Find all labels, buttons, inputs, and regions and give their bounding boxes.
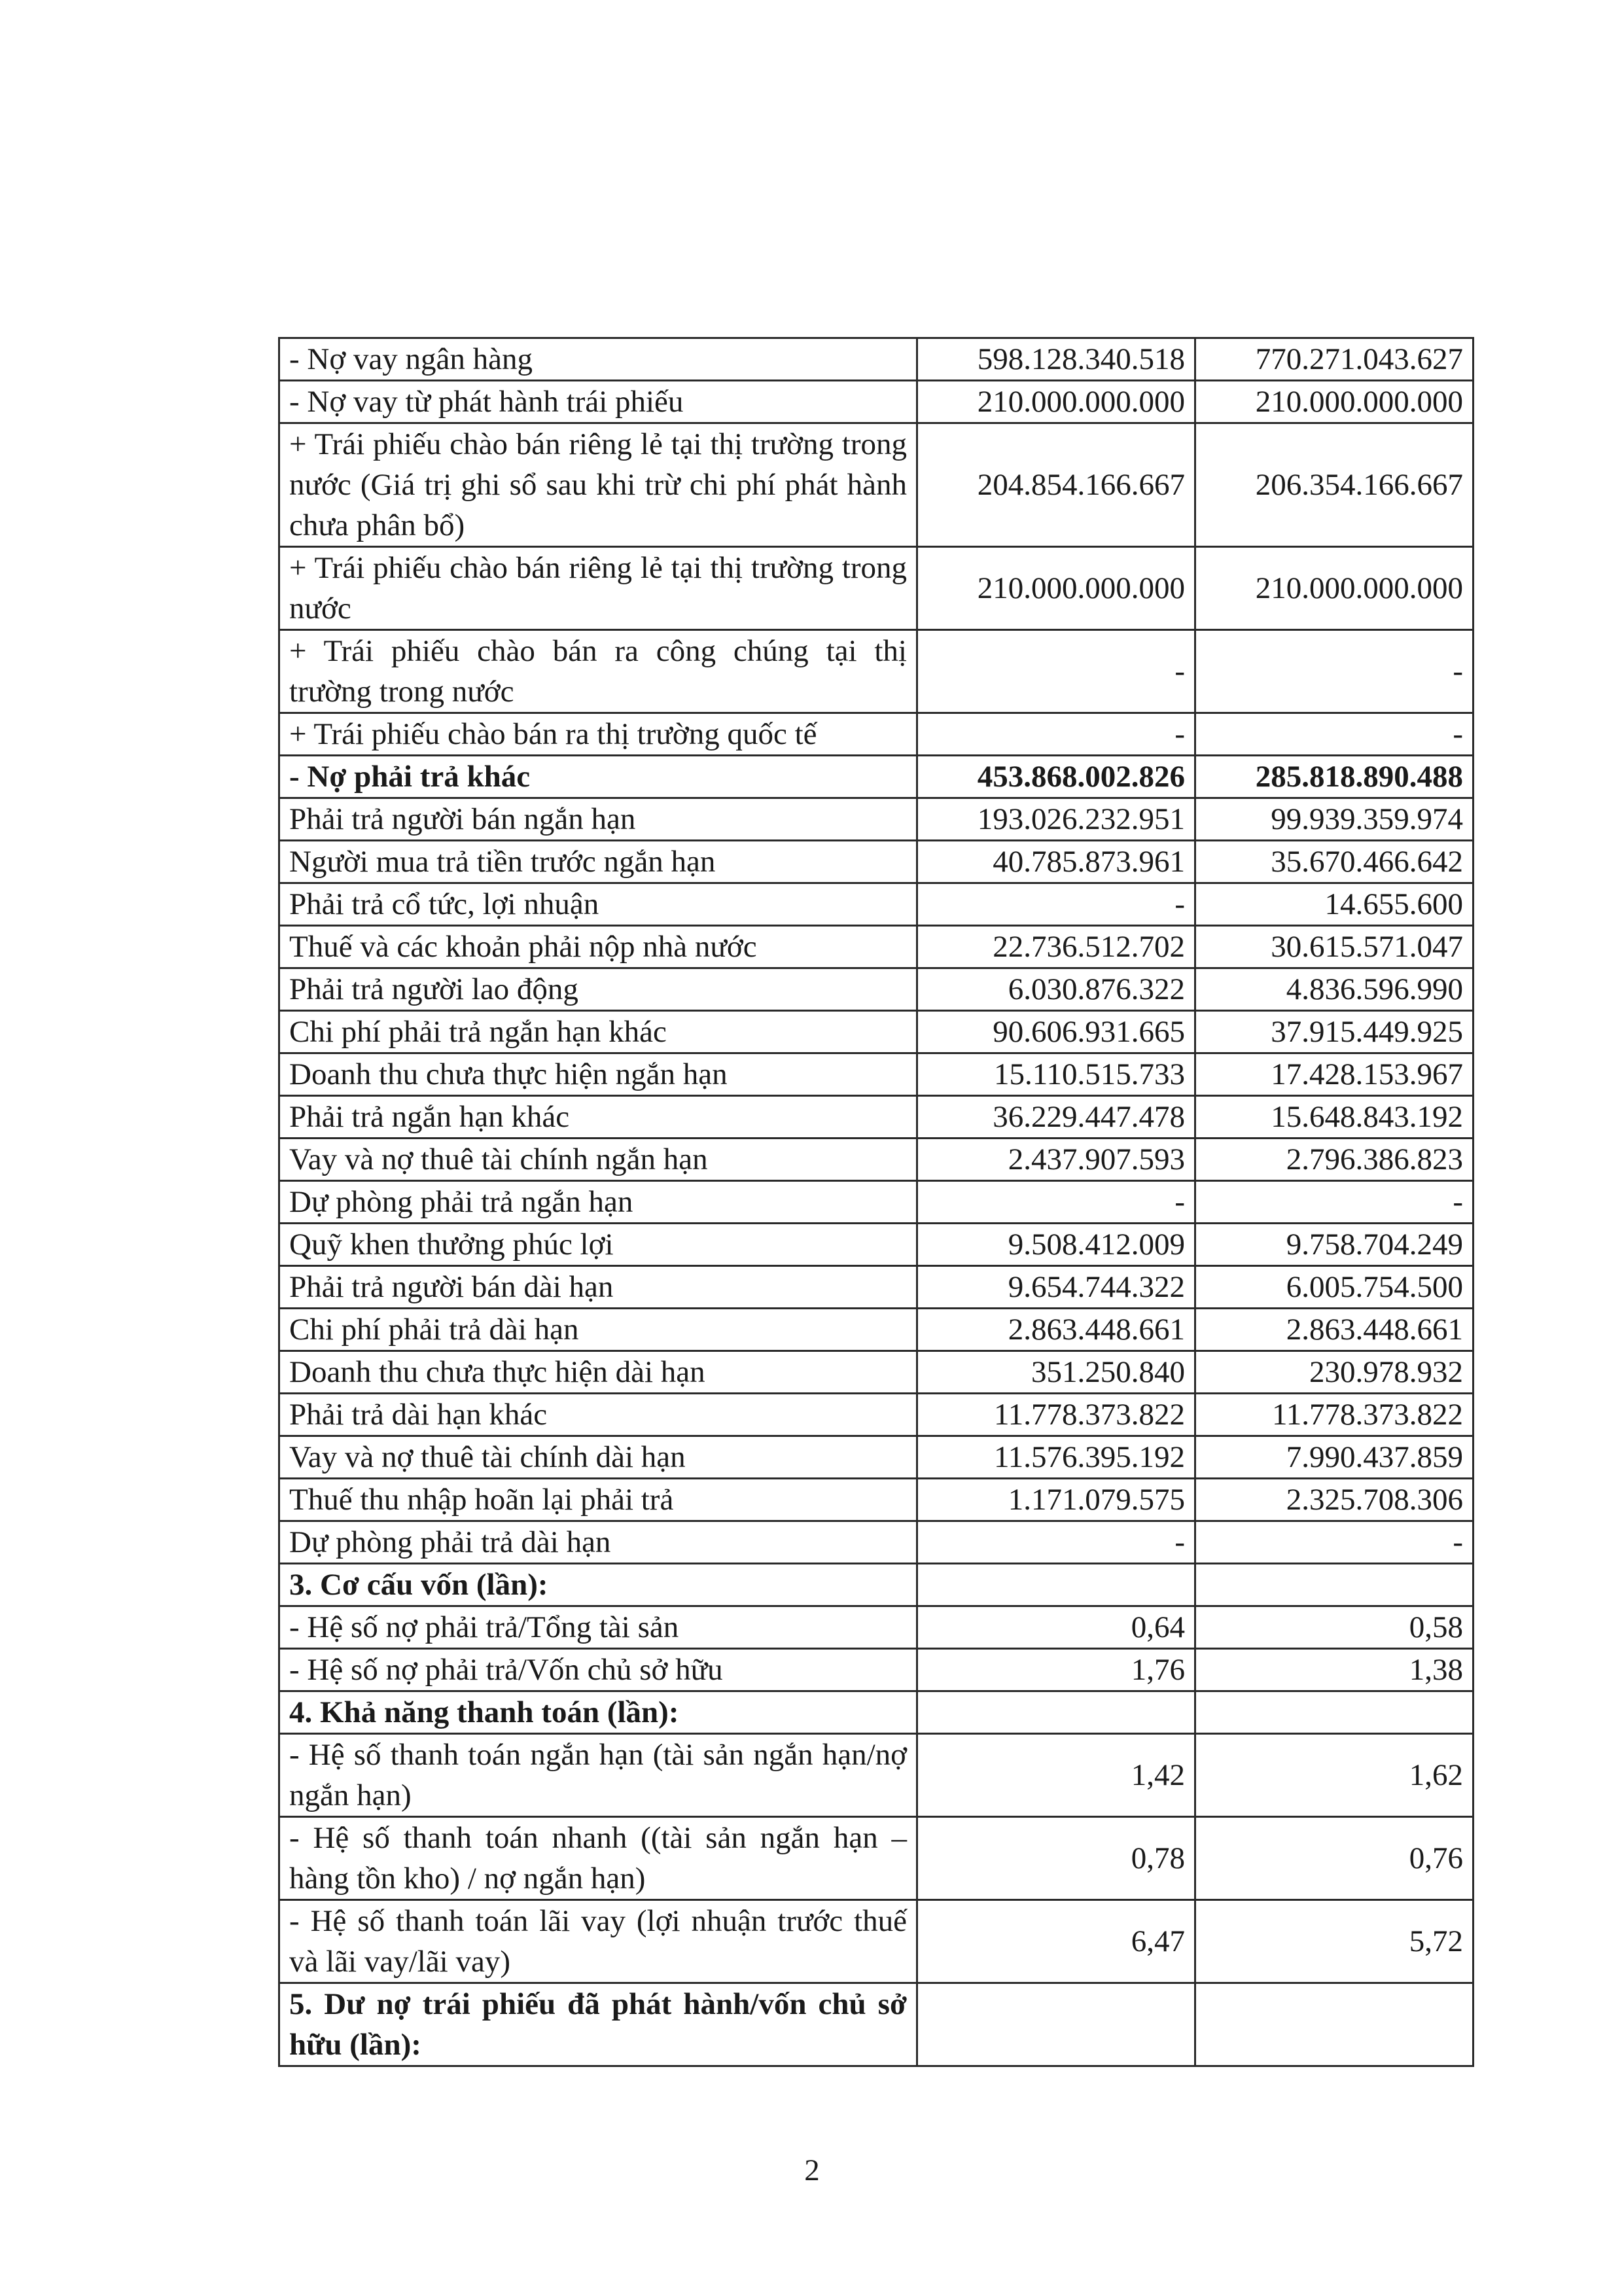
table-row — [279, 1011, 1474, 1053]
row-label: - Nợ vay từ phát hành trái phiếu — [279, 381, 917, 423]
value-col-2: 99.939.359.974 — [1195, 798, 1474, 841]
row-label: Chi phí phải trả ngắn hạn khác — [279, 1011, 917, 1053]
table-row — [279, 883, 1474, 926]
table-row — [279, 381, 1474, 423]
value-col-2: 14.655.600 — [1195, 883, 1474, 926]
table-row — [279, 630, 1474, 713]
row-label: - Hệ số thanh toán ngắn hạn (tài sản ngắn hạn/nợ ngắn hạn) — [279, 1734, 917, 1817]
value-col-1: 0,78 — [917, 1817, 1195, 1900]
value-col-2: 11.778.373.822 — [1195, 1394, 1474, 1436]
row-label: Doanh thu chưa thực hiện dài hạn — [279, 1351, 917, 1394]
row-label: - Hệ số thanh toán lãi vay (lợi nhuận trước thuế và lãi vay/lãi vay) — [279, 1900, 917, 1983]
table-row — [279, 1351, 1474, 1394]
row-label: Người mua trả tiền trước ngắn hạn — [279, 841, 917, 883]
value-col-1: 210.000.000.000 — [917, 381, 1195, 423]
row-label: + Trái phiếu chào bán ra công chúng tại thị trường trong nước — [279, 630, 917, 713]
value-col-1: 6.030.876.322 — [917, 968, 1195, 1011]
value-col-2: 0,58 — [1195, 1606, 1474, 1649]
value-col-2 — [1195, 1564, 1474, 1606]
value-col-2: 770.271.043.627 — [1195, 338, 1474, 381]
row-label: Phải trả người bán ngắn hạn — [279, 798, 917, 841]
value-col-1: 2.437.907.593 — [917, 1139, 1195, 1181]
value-col-1: 90.606.931.665 — [917, 1011, 1195, 1053]
row-label: Phải trả người lao động — [279, 968, 917, 1011]
table-row — [279, 1436, 1474, 1479]
value-col-2: 15.648.843.192 — [1195, 1096, 1474, 1139]
table-row — [279, 756, 1474, 798]
table-row — [279, 841, 1474, 883]
row-label: Dự phòng phải trả ngắn hạn — [279, 1181, 917, 1224]
row-label: - Hệ số nợ phải trả/Tổng tài sản — [279, 1606, 917, 1649]
value-col-2: 2.325.708.306 — [1195, 1479, 1474, 1521]
table-row — [279, 423, 1474, 547]
value-col-1: 9.654.744.322 — [917, 1266, 1195, 1309]
value-col-2: 17.428.153.967 — [1195, 1053, 1474, 1096]
value-col-2: 2.796.386.823 — [1195, 1139, 1474, 1181]
value-col-1: 2.863.448.661 — [917, 1309, 1195, 1351]
value-col-1: 0,64 — [917, 1606, 1195, 1649]
value-col-1: 9.508.412.009 — [917, 1224, 1195, 1266]
table-row — [279, 1734, 1474, 1817]
value-col-1: 598.128.340.518 — [917, 338, 1195, 381]
value-col-2: 230.978.932 — [1195, 1351, 1474, 1394]
table-row — [279, 968, 1474, 1011]
table-row — [279, 547, 1474, 630]
value-col-2: 5,72 — [1195, 1900, 1474, 1983]
value-col-2 — [1195, 1983, 1474, 2066]
table-row — [279, 1266, 1474, 1309]
value-col-2: 35.670.466.642 — [1195, 841, 1474, 883]
row-label: + Trái phiếu chào bán riêng lẻ tại thị trường trong nước (Giá trị ghi sổ sau khi trừ chi phí phát hành chưa phân bổ) — [279, 423, 917, 547]
value-col-1: 40.785.873.961 — [917, 841, 1195, 883]
table-row — [279, 1181, 1474, 1224]
row-label: Vay và nợ thuê tài chính dài hạn — [279, 1436, 917, 1479]
row-label: Thuế thu nhập hoãn lại phải trả — [279, 1479, 917, 1521]
table-row — [279, 1649, 1474, 1691]
value-col-2: 210.000.000.000 — [1195, 547, 1474, 630]
value-col-2: - — [1195, 630, 1474, 713]
value-col-2: - — [1195, 1181, 1474, 1224]
value-col-1 — [917, 1564, 1195, 1606]
value-col-2: 30.615.571.047 — [1195, 926, 1474, 968]
row-label: Doanh thu chưa thực hiện ngắn hạn — [279, 1053, 917, 1096]
row-label: 3. Cơ cấu vốn (lần): — [279, 1564, 917, 1606]
row-label: - Hệ số nợ phải trả/Vốn chủ sở hữu — [279, 1649, 917, 1691]
value-col-2: 7.990.437.859 — [1195, 1436, 1474, 1479]
value-col-1: - — [917, 1521, 1195, 1564]
table-row — [279, 1139, 1474, 1181]
value-col-1: 210.000.000.000 — [917, 547, 1195, 630]
row-label: Dự phòng phải trả dài hạn — [279, 1521, 917, 1564]
value-col-1: 1,42 — [917, 1734, 1195, 1817]
value-col-2: 1,62 — [1195, 1734, 1474, 1817]
table-row — [279, 1606, 1474, 1649]
table-row — [279, 1983, 1474, 2066]
value-col-1: 11.576.395.192 — [917, 1436, 1195, 1479]
page-number: 2 — [804, 2153, 820, 2187]
value-col-2: - — [1195, 1521, 1474, 1564]
table-row — [279, 1564, 1474, 1606]
value-col-1: 22.736.512.702 — [917, 926, 1195, 968]
row-label: Chi phí phải trả dài hạn — [279, 1309, 917, 1351]
table-row — [279, 713, 1474, 756]
table-row — [279, 1691, 1474, 1734]
table-row — [279, 1224, 1474, 1266]
row-label: 5. Dư nợ trái phiếu đã phát hành/vốn chủ sở hữu (lần): — [279, 1983, 917, 2066]
table-row — [279, 1096, 1474, 1139]
value-col-1: 6,47 — [917, 1900, 1195, 1983]
value-col-2: 1,38 — [1195, 1649, 1474, 1691]
row-label: - Hệ số thanh toán nhanh ((tài sản ngắn hạn – hàng tồn kho) / nợ ngắn hạn) — [279, 1817, 917, 1900]
value-col-2: 2.863.448.661 — [1195, 1309, 1474, 1351]
table-row — [279, 1900, 1474, 1983]
value-col-1: 11.778.373.822 — [917, 1394, 1195, 1436]
value-col-2: 285.818.890.488 — [1195, 756, 1474, 798]
table-row — [279, 1309, 1474, 1351]
row-label: Vay và nợ thuê tài chính ngắn hạn — [279, 1139, 917, 1181]
value-col-1 — [917, 1983, 1195, 2066]
table-row — [279, 1394, 1474, 1436]
row-label: Phải trả ngắn hạn khác — [279, 1096, 917, 1139]
value-col-1: 36.229.447.478 — [917, 1096, 1195, 1139]
row-label: 4. Khả năng thanh toán (lần): — [279, 1691, 917, 1734]
value-col-2: 210.000.000.000 — [1195, 381, 1474, 423]
value-col-1: - — [917, 1181, 1195, 1224]
value-col-2: 206.354.166.667 — [1195, 423, 1474, 547]
row-label: - Nợ phải trả khác — [279, 756, 917, 798]
table-row — [279, 1479, 1474, 1521]
value-col-2: 6.005.754.500 — [1195, 1266, 1474, 1309]
table-row — [279, 1817, 1474, 1900]
value-col-2 — [1195, 1691, 1474, 1734]
row-label: Phải trả dài hạn khác — [279, 1394, 917, 1436]
value-col-2: 37.915.449.925 — [1195, 1011, 1474, 1053]
table-row — [279, 1053, 1474, 1096]
table-row — [279, 926, 1474, 968]
row-label: Phải trả cổ tức, lợi nhuận — [279, 883, 917, 926]
value-col-1: 15.110.515.733 — [917, 1053, 1195, 1096]
table-row — [279, 338, 1474, 381]
value-col-1: - — [917, 630, 1195, 713]
table-row — [279, 1521, 1474, 1564]
value-col-1 — [917, 1691, 1195, 1734]
financial-table-body — [279, 338, 1474, 2066]
value-col-1: 1.171.079.575 — [917, 1479, 1195, 1521]
table-row — [279, 798, 1474, 841]
value-col-1: 204.854.166.667 — [917, 423, 1195, 547]
row-label: + Trái phiếu chào bán ra thị trường quốc tế — [279, 713, 917, 756]
row-label: Thuế và các khoản phải nộp nhà nước — [279, 926, 917, 968]
value-col-1: - — [917, 713, 1195, 756]
row-label: - Nợ vay ngân hàng — [279, 338, 917, 381]
value-col-1: 453.868.002.826 — [917, 756, 1195, 798]
value-col-2: 4.836.596.990 — [1195, 968, 1474, 1011]
value-col-1: 351.250.840 — [917, 1351, 1195, 1394]
row-label: + Trái phiếu chào bán riêng lẻ tại thị trường trong nước — [279, 547, 917, 630]
value-col-1: 1,76 — [917, 1649, 1195, 1691]
value-col-2: - — [1195, 713, 1474, 756]
value-col-1: - — [917, 883, 1195, 926]
value-col-2: 0,76 — [1195, 1817, 1474, 1900]
row-label: Phải trả người bán dài hạn — [279, 1266, 917, 1309]
value-col-1: 193.026.232.951 — [917, 798, 1195, 841]
financial-table — [278, 337, 1474, 2067]
value-col-2: 9.758.704.249 — [1195, 1224, 1474, 1266]
row-label: Quỹ khen thưởng phúc lợi — [279, 1224, 917, 1266]
